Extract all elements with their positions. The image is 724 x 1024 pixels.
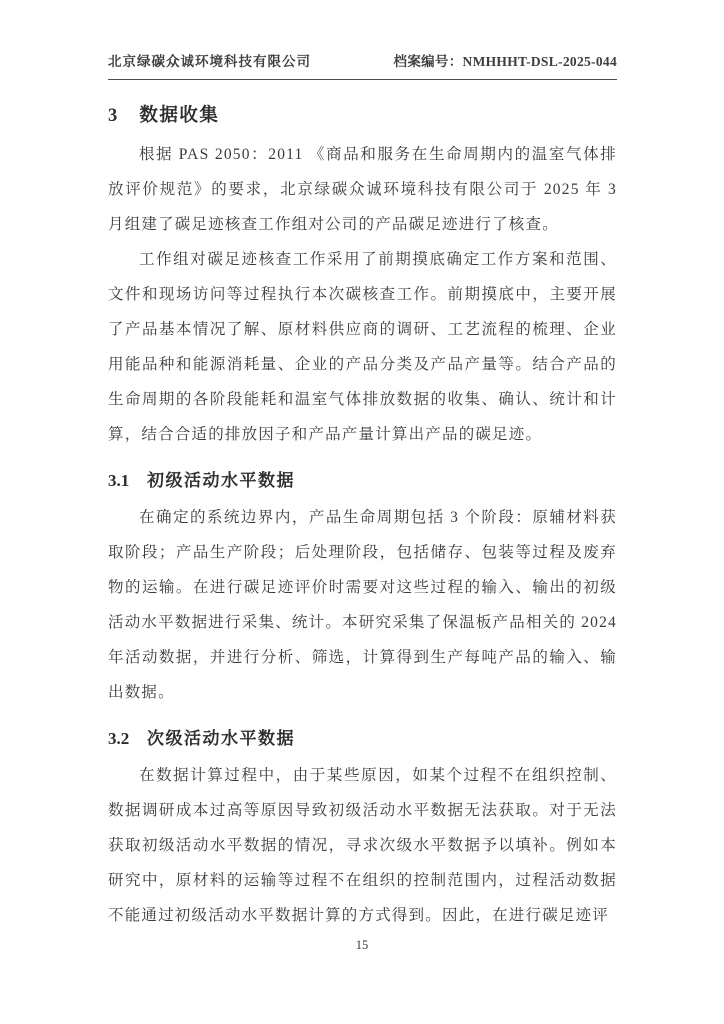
header-company-name: 北京绿碳众诚环境科技有限公司 (108, 54, 311, 69)
header-archive (394, 50, 617, 70)
section-3-2-paragraph-1: 在数据计算过程中，由于某些原因，如某个过程不在组织控制、数据调研成本过高等原因导致初级活动水平数据无法获取。对于无法获取初级活动水平数据的情况，寻求次级水平数据予以填补。例如本研究中，原材料的运输等过程不在组织的控制范围内，过程活动数据不能通过初级活动水平数据计算的方式得到。因此，在进行碳足迹评 (108, 767, 617, 924)
document-body (108, 101, 617, 933)
archive-label: 档案编号： (393, 54, 463, 69)
section-3-2-heading (108, 724, 617, 749)
section-3-1-paragraph-1: 在确定的系统边界内，产品生命周期包括 3 个阶段：原辅材料获取阶段；产品生产阶段；后处理阶段，包括储存、包装等过程及废弃物的运输。在进行碳足迹评价时需要对这些过程的输入、输出的初级活动水平数据进行采集、统计。本研究采集了保温板产品相关的 2024 年活动数据，并进行分析、筛选，计算得到生产每吨产品的输入、输出数据。 (108, 509, 617, 701)
section-3-1-heading (108, 466, 617, 491)
page-number: 15 (355, 938, 369, 952)
section-3-1-number: 3.1 (108, 471, 130, 490)
section-3-2-number: 3.2 (108, 729, 130, 748)
section-3-title: 数据收集 (139, 106, 220, 126)
section-3-number: 3 (108, 106, 118, 126)
page-header (108, 0, 617, 80)
section-3-paragraph-2: 工作组对碳足迹核查工作采用了前期摸底确定工作方案和范围、文件和现场访问等过程执行本次碳核查工作。前期摸底中，主要开展了产品基本情况了解、原材料供应商的调研、工艺流程的梳理、企业用能品种和能源消耗量、企业的产品分类及产品产量等。结合产品的生命周期的各阶段能耗和温室气体排放数据的收集、确认、统计和计算，结合合适的排放因子和产品产量计算出产品的碳足迹。 (108, 251, 617, 443)
section-3-1-title: 初级活动水平数据 (147, 471, 295, 490)
section-3-paragraph-1: 根据 PAS 2050：2011 《商品和服务在生命周期内的温室气体排放评价规范》的要求，北京绿碳众诚环境科技有限公司于 2025 年 3 月组建了碳足迹核查工作组对公司的产品碳足迹进行了核查。 (108, 146, 617, 233)
section-3-heading (108, 101, 617, 127)
section-3-2-title: 次级活动水平数据 (147, 729, 295, 748)
archive-number: NMHHHT-DSL-2025-044 (462, 54, 617, 69)
